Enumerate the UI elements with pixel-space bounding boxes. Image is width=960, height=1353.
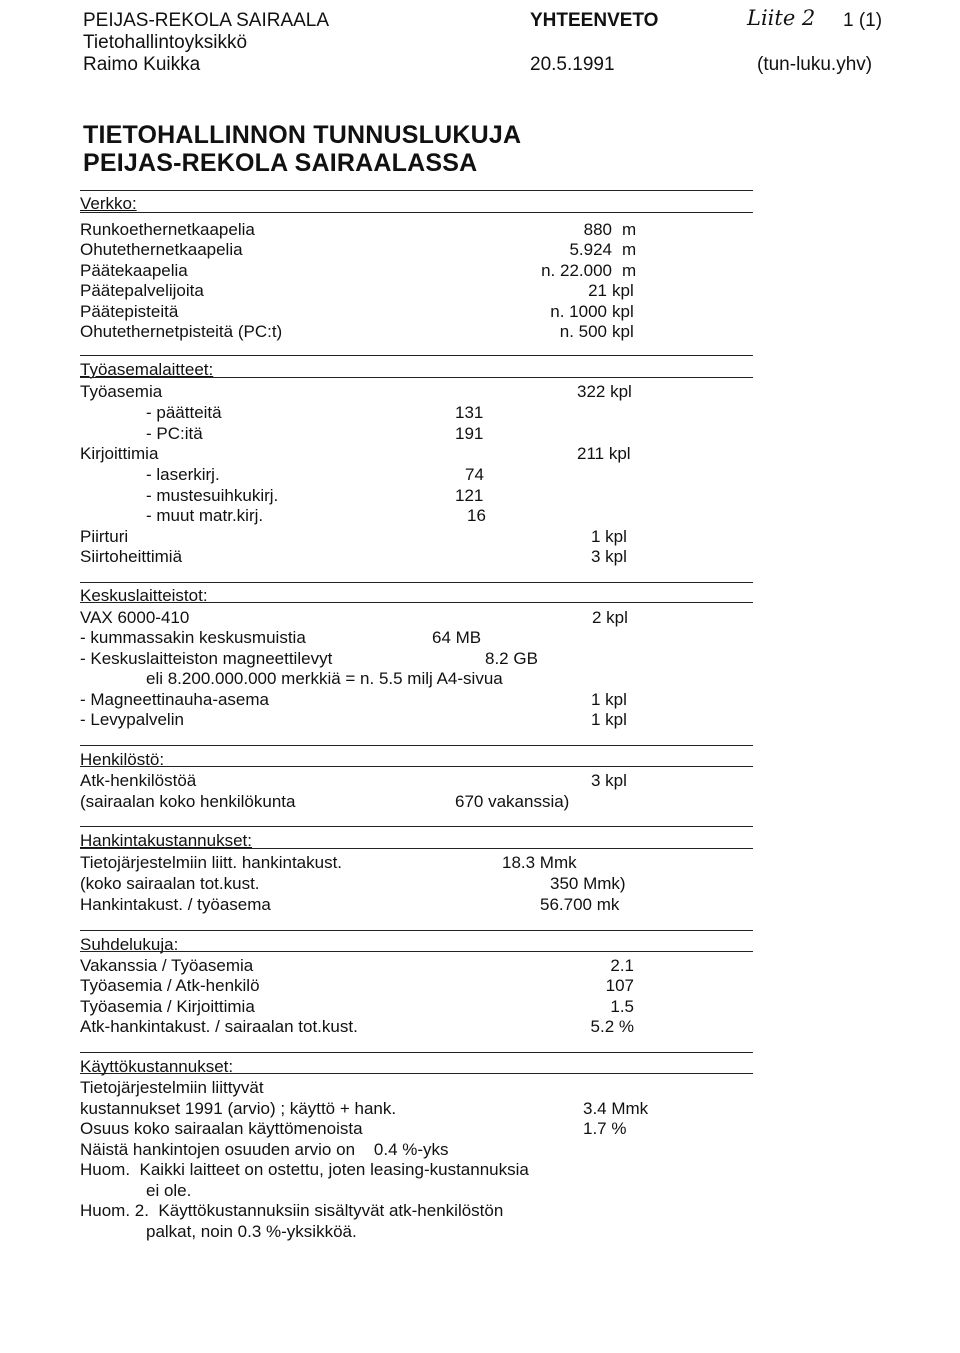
atk-value: 3 kpl <box>591 771 627 790</box>
section-rule <box>80 582 753 583</box>
kaytto-line1: Tietojärjestelmiin liittyvät <box>80 1078 264 1097</box>
palvelin-label: - Levypalvelin <box>80 710 184 729</box>
suhde-label: Työasemia / Atk-henkilö <box>80 976 260 995</box>
vax-value: 2 kpl <box>592 608 628 627</box>
kaytto-kust-label: kustannukset 1991 (arvio) ; käyttö + hank. <box>80 1099 397 1118</box>
kaytto-huom1b: ei ole. <box>146 1181 192 1200</box>
laser-value: 74 <box>465 465 484 484</box>
kaytto-osuus-label: Osuus koko sairaalan käyttömenoista <box>80 1119 363 1138</box>
levy-value: 8.2 GB <box>485 649 538 668</box>
verkko-value: n. 1000 <box>550 302 607 321</box>
page-number: 1 (1) <box>843 10 883 31</box>
verkko-label: Päätekaapelia <box>80 261 188 280</box>
palvelin-value: 1 kpl <box>591 710 627 729</box>
kaytto-kust-value: 3.4 Mmk <box>583 1099 649 1118</box>
nauha-value: 1 kpl <box>591 690 627 709</box>
verkko-value: n. 500 <box>559 322 607 341</box>
levy-label: - Keskuslaitteiston magneettilevyt <box>80 649 333 668</box>
hankinta-koko-value: 350 Mmk) <box>550 874 626 893</box>
hankinta-koko-label: (koko sairaalan tot.kust. <box>80 874 260 893</box>
tyoasemia-label: Työasemia <box>80 382 163 401</box>
section-heading-suhde: Suhdelukuja: <box>80 935 179 954</box>
kaytto-huom1a: Huom. Kaikki laitteet on ostettu, joten leasing-kustannuksia <box>80 1160 529 1179</box>
section-rule <box>80 826 753 827</box>
suhde-value: 5.2 % <box>590 1017 634 1036</box>
suhde-value: 107 <box>605 976 634 995</box>
muut-label: - muut matr.kirj. <box>146 506 264 525</box>
file-name: (tun-luku.yhv) <box>757 54 873 75</box>
kirjoittimia-label: Kirjoittimia <box>80 444 159 463</box>
unit-name: Tietohallintoyksikkö <box>83 32 248 53</box>
vax-label: VAX 6000-410 <box>80 608 190 627</box>
author-name: Raimo Kuikka <box>83 54 201 75</box>
piirturi-total: 1 kpl <box>591 527 627 546</box>
verkko-unit: kpl <box>612 281 634 300</box>
piirturi-label: Piirturi <box>80 527 129 546</box>
muste-label: - mustesuihkukirj. <box>146 486 279 505</box>
section-heading-keskus: Keskuslaitteistot: <box>80 586 208 605</box>
kaytto-huom2b: palkat, noin 0.3 %-yksikköä. <box>146 1222 357 1241</box>
hankinta-tieto-label: Tietojärjestelmiin liitt. hankintakust. <box>80 853 343 872</box>
laser-label: - laserkirj. <box>146 465 220 484</box>
muisti-label: - kummassakin keskusmuistia <box>80 628 306 647</box>
verkko-unit: kpl <box>612 302 634 321</box>
section-heading-hankinta: Hankintakustannukset: <box>80 831 252 850</box>
verkko-value: n. 22.000 <box>541 261 612 280</box>
doc-date: 20.5.1991 <box>530 54 615 75</box>
section-heading-henkilosto: Henkilöstö: <box>80 750 165 769</box>
section-rule <box>80 212 753 213</box>
muut-value: 16 <box>467 506 486 525</box>
verkko-unit: m <box>622 240 637 259</box>
hankinta-per-label: Hankintakust. / työasema <box>80 895 271 914</box>
verkko-label: Ohutethernetpisteitä (PC:t) <box>80 322 283 341</box>
verkko-value: 880 <box>583 220 612 239</box>
koko-label: (sairaalan koko henkilökunta <box>80 792 296 811</box>
kaytto-osuus-value: 1.7 % <box>583 1119 627 1138</box>
section-rule <box>80 848 753 849</box>
verkko-label: Päätepalvelijoita <box>80 281 204 300</box>
hankinta-per-value: 56.700 mk <box>540 895 620 914</box>
verkko-label: Päätepisteitä <box>80 302 179 321</box>
section-rule <box>80 377 753 378</box>
section-rule <box>80 190 753 191</box>
suhde-value: 2.1 <box>610 956 634 975</box>
section-rule <box>80 930 753 931</box>
verkko-label: Runkoethernetkaapelia <box>80 220 255 239</box>
koko-value: 670 vakanssia) <box>455 792 570 811</box>
verkko-unit: m <box>622 261 637 280</box>
section-rule <box>80 602 753 603</box>
pcita-label: - PC:itä <box>146 424 203 443</box>
org-name: PEIJAS-REKOLA SAIRAALA <box>83 10 330 31</box>
verkko-value: 21 <box>588 281 607 300</box>
section-heading-tyoasema: Työasemalaitteet: <box>80 360 214 379</box>
doc-type: YHTEENVETO <box>530 10 659 31</box>
kirjoittimia-total: 211 kpl <box>577 444 631 463</box>
suhde-value: 1.5 <box>610 997 634 1016</box>
siirto-label: Siirtoheittimiä <box>80 547 183 566</box>
kaytto-naista: Näistä hankintojen osuuden arvio on 0.4 %-yks <box>80 1140 449 1159</box>
section-rule <box>80 766 753 767</box>
pcita-value: 191 <box>455 424 484 443</box>
verkko-unit: kpl <box>612 322 634 341</box>
section-rule <box>80 1052 753 1053</box>
suhde-label: Atk-hankintakust. / sairaalan tot.kust. <box>80 1017 358 1036</box>
section-rule <box>80 745 753 746</box>
verkko-value: 5.924 <box>569 240 612 259</box>
levy-explanation: eli 8.200.000.000 merkkiä = n. 5.5 milj A4-sivua <box>146 669 503 688</box>
muisti-value: 64 MB <box>432 628 482 647</box>
nauha-label: - Magneettinauha-asema <box>80 690 270 709</box>
siirto-total: 3 kpl <box>591 547 627 566</box>
page-title: TIETOHALLINNON TUNNUSLUKUJA <box>83 121 522 149</box>
page-subtitle: PEIJAS-REKOLA SAIRAALASSA <box>83 149 478 177</box>
suhde-label: Työasemia / Kirjoittimia <box>80 997 255 1016</box>
section-rule <box>80 355 753 356</box>
muste-value: 121 <box>455 486 484 505</box>
section-heading-kaytto: Käyttökustannukset: <box>80 1057 234 1076</box>
paatteita-label: - päätteitä <box>146 403 222 422</box>
atk-label: Atk-henkilöstöä <box>80 771 197 790</box>
suhde-label: Vakanssia / Työasemia <box>80 956 254 975</box>
section-heading-verkko: Verkko: <box>80 194 137 213</box>
paatteita-value: 131 <box>455 403 484 422</box>
hankinta-tieto-value: 18.3 Mmk <box>502 853 577 872</box>
annex-handwritten: Liite 2 <box>747 6 816 30</box>
tyoasemia-total: 322 kpl <box>577 382 632 401</box>
kaytto-huom2a: Huom. 2. Käyttökustannuksiin sisältyvät atk-henkilöstön <box>80 1201 504 1220</box>
section-rule <box>80 1073 753 1074</box>
verkko-unit: m <box>622 220 637 239</box>
verkko-label: Ohutethernetkaapelia <box>80 240 243 259</box>
section-rule <box>80 951 753 952</box>
